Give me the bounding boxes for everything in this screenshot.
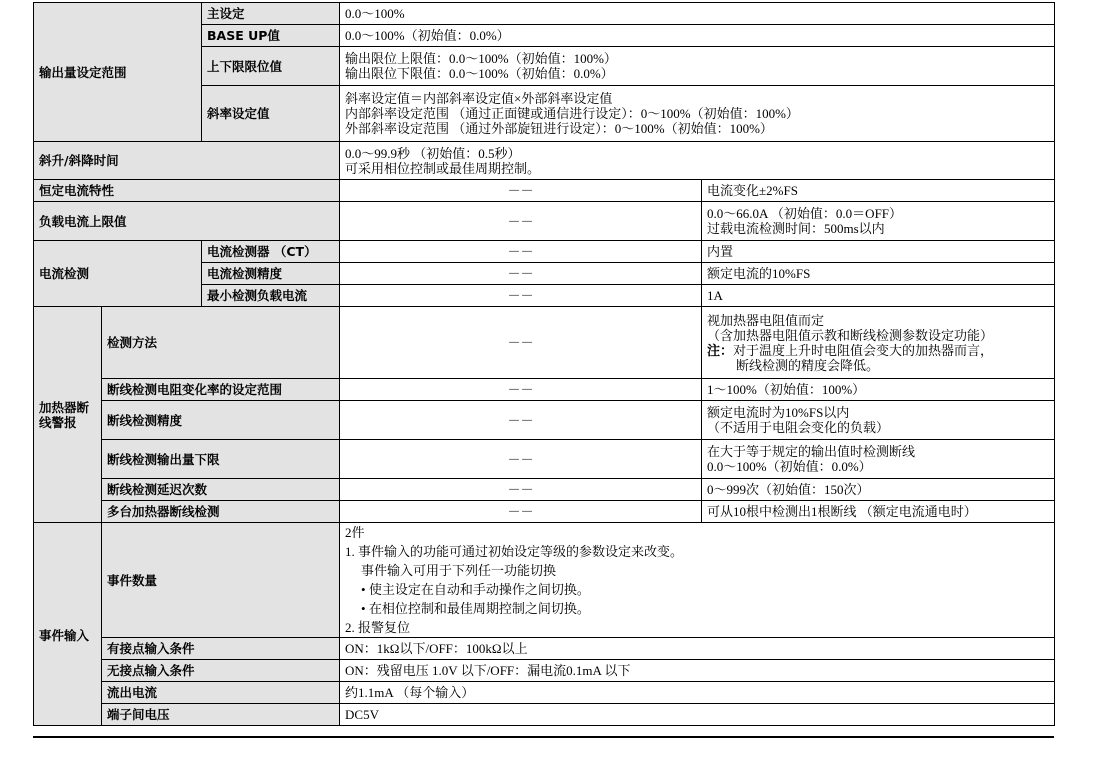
event-count-line2: 1. 事件输入的功能可通过初始设定等级的参数设定来改变。	[345, 544, 684, 559]
delay-value: 0～999次（初始值：150次）	[702, 479, 1055, 501]
load-upper-range-text: 0.0～66.0A （初始值：0.0＝OFF）	[707, 206, 903, 221]
limit-upper-text: 输出限位上限值：0.0～100%（初始值：100%）	[345, 51, 617, 66]
load-upper-dash: －－	[340, 202, 702, 241]
resistance-range-label: 断线检测电阻变化率的设定范围	[102, 379, 340, 401]
current-detect-label: 电流检测	[34, 241, 202, 307]
contact-input-label: 有接点输入条件	[102, 638, 340, 660]
detect-accuracy-line1: 额定电流时为10%FS以内	[707, 405, 850, 420]
no-contact-input-value: ON：残留电压 1.0V 以下/OFF：漏电流0.1mA 以下	[340, 660, 1055, 682]
ct-value: 内置	[702, 241, 1055, 263]
output-lower-dash: －－	[340, 440, 702, 479]
current-accuracy-label: 电流检测精度	[202, 263, 340, 285]
delay-label: 断线检测延迟次数	[102, 479, 340, 501]
limit-lower-text: 输出限位下限值：0.0～100%（初始值：0.0%）	[345, 66, 614, 81]
event-count-bullet2: • 在相位控制和最佳周期控制之间切换。	[361, 601, 590, 616]
ramp-note-text: 可采用相位控制或最佳周期控制。	[345, 160, 541, 176]
constant-current-label: 恒定电流特性	[34, 180, 340, 202]
multi-heater-dash: －－	[340, 501, 702, 523]
min-load-label: 最小检测负载电流	[202, 285, 340, 307]
event-count-line3: 事件输入可用于下列任一功能切换	[361, 563, 557, 578]
resistance-range-dash: －－	[340, 379, 702, 401]
event-count-value	[340, 523, 1055, 638]
output-range-label: 输出量设定范围	[34, 3, 202, 142]
method-value	[702, 307, 1055, 379]
constant-current-dash: －－	[340, 180, 702, 202]
ct-label: 电流检测器 （CT）	[202, 241, 340, 263]
multi-heater-label: 多台加热器断线检测	[102, 501, 340, 523]
note-label: 注：	[707, 342, 734, 358]
event-count-label: 事件数量	[102, 523, 340, 638]
method-dash: －－	[340, 307, 702, 379]
method-line1: 视加热器电阻值而定	[707, 312, 825, 328]
spec-table	[33, 2, 1055, 726]
heater-alarm-label-line2: 线警报	[39, 414, 77, 430]
ct-dash: －－	[340, 241, 702, 263]
terminal-voltage-value: DC5V	[340, 704, 1055, 726]
event-input-label: 事件输入	[34, 523, 102, 726]
base-up-label: BASE UP值	[202, 25, 340, 47]
method-note	[707, 343, 1049, 358]
load-upper-time-text: 过载电流检测时间：500ms以内	[707, 221, 885, 236]
output-lower-value	[702, 440, 1055, 479]
bottom-rule	[33, 736, 1054, 738]
event-count-bullet1: • 使主设定在自动和手动操作之间切换。	[361, 582, 590, 597]
min-load-dash: －－	[340, 285, 702, 307]
event-count-line1: 2件	[345, 525, 365, 540]
slope-label: 斜率设定值	[202, 86, 340, 142]
ramp-label: 斜升/斜降时间	[34, 142, 340, 180]
min-load-value: 1A	[702, 285, 1055, 307]
event-count-line4: 2. 报警复位	[345, 620, 411, 635]
ramp-range-text: 0.0～99.9秒 （初始值：0.5秒）	[345, 145, 521, 161]
detect-accuracy-label: 断线检测精度	[102, 401, 340, 440]
output-lower-line1: 在大于等于规定的输出值时检测断线	[707, 444, 916, 459]
current-accuracy-dash: －－	[340, 263, 702, 285]
note-line1: 对于温度上升时电阻值会变大的加热器而言，	[733, 342, 994, 358]
delay-dash: －－	[340, 479, 702, 501]
outflow-current-value: 约1.1mA （每个输入）	[340, 682, 1055, 704]
detect-accuracy-value	[702, 401, 1055, 440]
main-setting-value: 0.0～100%	[340, 3, 1055, 25]
heater-alarm-label	[34, 307, 102, 523]
ramp-value	[340, 142, 1055, 180]
outflow-current-label: 流出电流	[102, 682, 340, 704]
multi-heater-value: 可从10根中检测出1根断线 （额定电流通电时）	[702, 501, 1055, 523]
limit-value	[340, 47, 1055, 86]
heater-alarm-label-line1: 加热器断	[39, 399, 90, 415]
contact-input-value: ON：1kΩ以下/OFF：100kΩ以上	[340, 638, 1055, 660]
slope-value	[340, 86, 1055, 142]
slope-formula-text: 斜率设定值＝内部斜率设定值×外部斜率设定值	[345, 91, 613, 106]
load-upper-value	[702, 202, 1055, 241]
method-label: 检测方法	[102, 307, 340, 379]
slope-internal-text: 内部斜率设定范围 （通过正面键或通信进行设定）：0～100%（初始值：100%）	[345, 106, 799, 121]
current-accuracy-value: 额定电流的10%FS	[702, 263, 1055, 285]
slope-external-text: 外部斜率设定范围 （通过外部旋钮进行设定）：0～100%（初始值：100%）	[345, 121, 773, 136]
resistance-range-value: 1～100%（初始值：100%）	[702, 379, 1055, 401]
no-contact-input-label: 无接点输入条件	[102, 660, 340, 682]
constant-current-value: 电流变化±2%FS	[702, 180, 1055, 202]
output-lower-line2: 0.0～100%（初始值：0.0%）	[707, 459, 872, 474]
note-line2: 断线检测的精度会降低。	[736, 357, 880, 373]
base-up-value: 0.0～100%（初始值：0.0%）	[340, 25, 1055, 47]
terminal-voltage-label: 端子间电压	[102, 704, 340, 726]
limit-label: 上下限限位值	[202, 47, 340, 86]
output-lower-label: 断线检测输出量下限	[102, 440, 340, 479]
detect-accuracy-line2: （不适用于电阻会变化的负载）	[707, 420, 890, 435]
load-upper-label: 负载电流上限值	[34, 202, 340, 241]
main-setting-label: 主设定	[202, 3, 340, 25]
detect-accuracy-dash: －－	[340, 401, 702, 440]
method-line2: （含加热器电阻值示教和断线检测参数设定功能）	[707, 327, 994, 343]
